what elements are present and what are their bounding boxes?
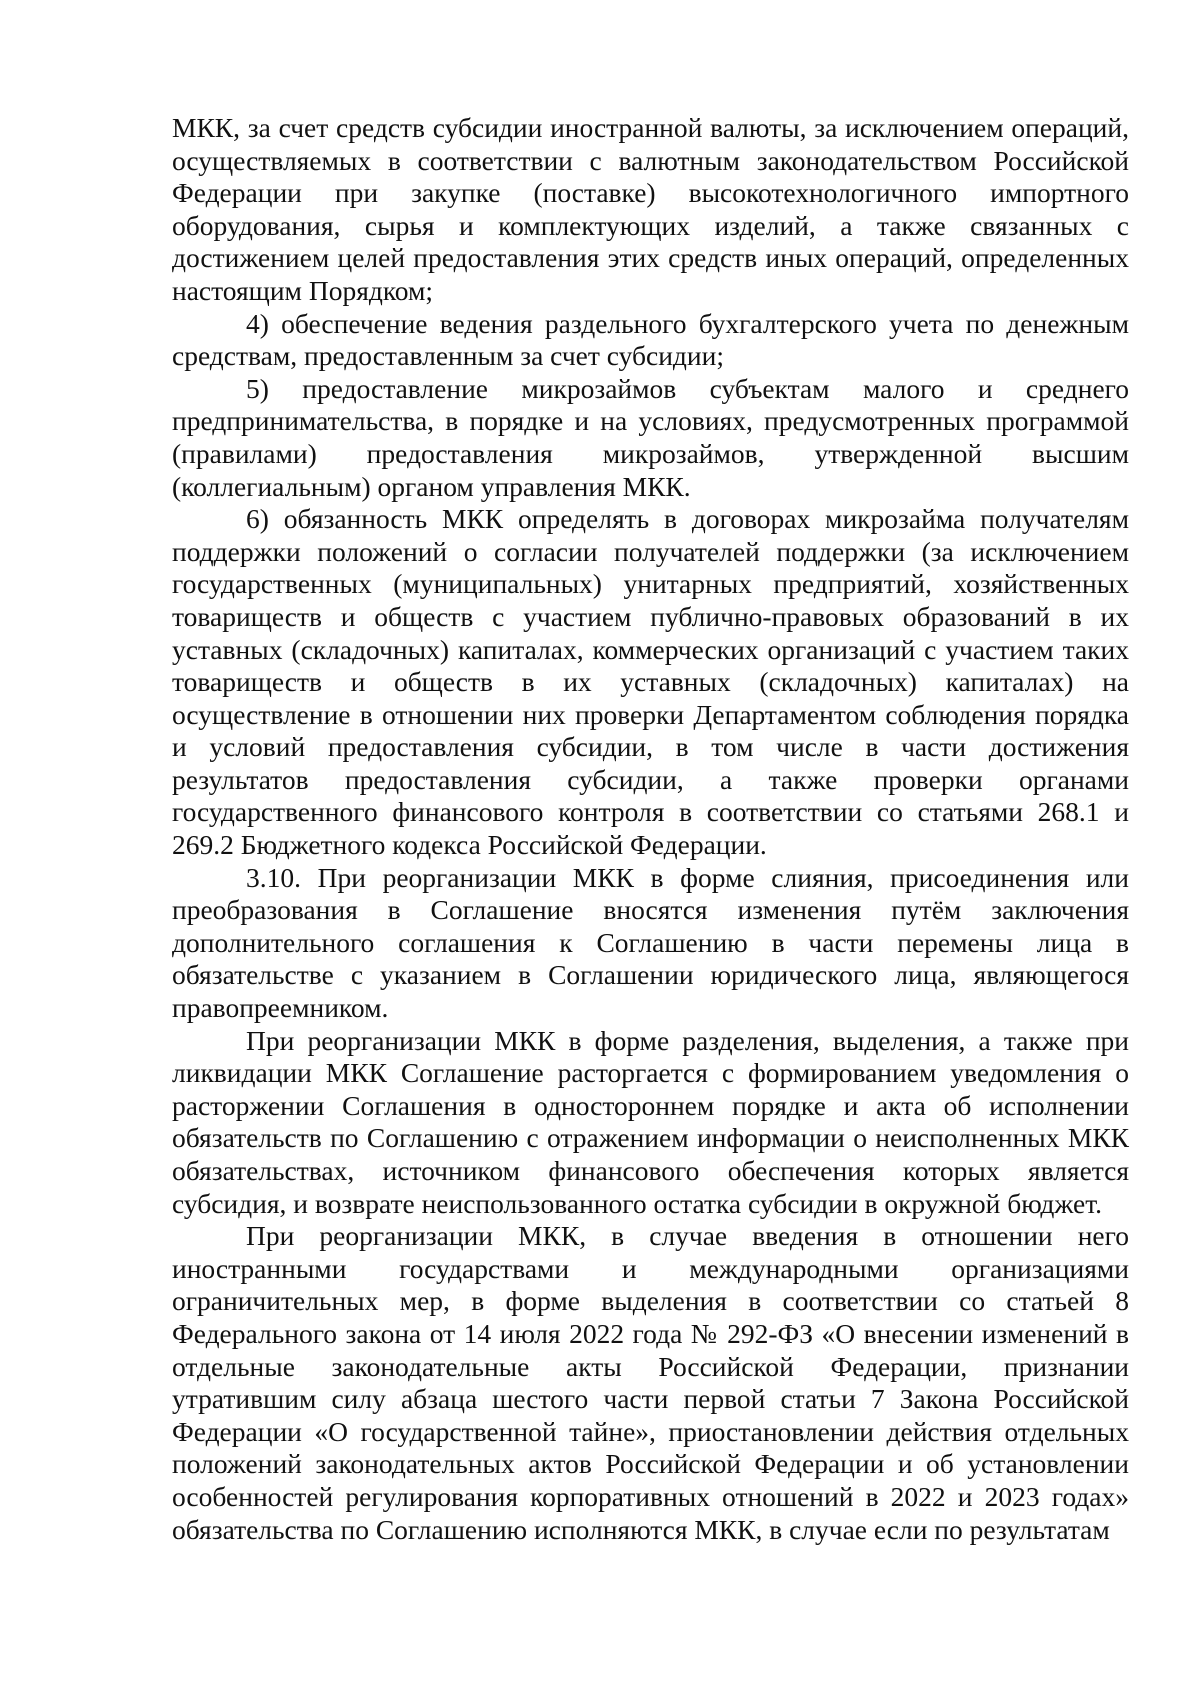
paragraph-currency-operations: МКК, за счет средств субсидии иностранной валюты, за исключением операций, осуществляемых в соответствии с валютным законодательством Российской Федерации при закупке (поставке) высокотехнологичного импортного оборудования, сырья и комплектующих изделий, а также связанных с достижением целей предоставления этих средств иных операций, определенных настоящим Порядком; — [172, 112, 1129, 306]
paragraph-section-3-10: 3.10. При реорганизации МКК в форме слияния, присоединения или преобразования в Соглашение вносятся изменения путём заключения дополнительного соглашения к Соглашению в части перемены лица в обязательстве с указанием в Соглашении юридического лица, являющегося правопреемником. — [172, 861, 1129, 1024]
paragraph-item-4: 4) обеспечение ведения раздельного бухгалтерского учета по денежным средствам, предоставленным за счет субсидии; — [172, 307, 1129, 372]
document-body — [172, 112, 1129, 1546]
paragraph-item-6: 6) обязанность МКК определять в договорах микрозайма получателям поддержки положений о согласии получателей поддержки (за исключением государственных (муниципальных) унитарных предприятий, хозяйственных товариществ и обществ с участием публично-правовых образований в их уставных (складочных) капиталах, коммерческих организаций с участием таких товариществ и обществ в их уставных (складочных) капиталах) на осуществление в отношении них проверки Департаментом соблюдения порядка и условий предоставления субсидии, в том числе в части достижения результатов предоставления субсидии, а также проверки органами государственного финансового контроля в соответствии со статьями 268.1 и 269.2 Бюджетного кодекса Российской Федерации. — [172, 503, 1129, 861]
paragraph-restrictive-measures: При реорганизации МКК, в случае введения в отношении него иностранными государствами и международными организациями ограничительных мер, в форме выделения в соответствии со статьей 8 Федерального закона от 14 июля 2022 года № 292-ФЗ «О внесении изменений в отдельные законодательные акты Российской Федерации, признании утратившим силу абзаца шестого части первой статьи 7 Закона Российской Федерации «О государственной тайне», приостановлении действия отдельных положений законодательных актов Российской Федерации и об установлении особенностей регулирования корпоративных отношений в 2022 и 2023 годах» обязательства по Соглашению исполняются МКК, в случае если по результатам — [172, 1220, 1129, 1545]
paragraph-item-5: 5) предоставление микрозаймов субъектам малого и среднего предпринимательства, в порядке и на условиях, предусмотренных программой (правилами) предоставления микрозаймов, утвержденной высшим (коллегиальным) органом управления МКК. — [172, 372, 1129, 502]
paragraph-liquidation: При реорганизации МКК в форме разделения, выделения, а также при ликвидации МКК Соглашение расторгается с формированием уведомления о расторжении Соглашения в одностороннем порядке и акта об исполнении обязательств по Соглашению с отражением информации о неисполненных МКК обязательствах, источником финансового обеспечения которых является субсидия, и возврате неиспользованного остатка субсидии в окружной бюджет. — [172, 1024, 1129, 1219]
